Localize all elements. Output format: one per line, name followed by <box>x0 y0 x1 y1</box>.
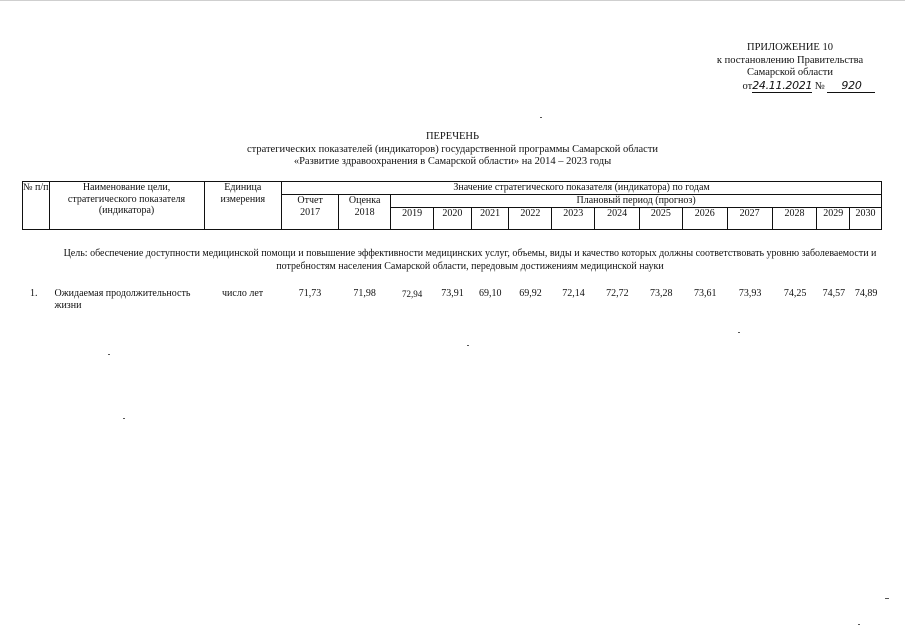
goal-statement: Цель: обеспечение доступности медицинской помощи и повышение эффективности медицинских услуг, объемы, виды и качество которых должны соответствовать уровню заболеваемости и потребностям населения Самарской области, передовым достижениям медицинской науки <box>63 248 877 272</box>
scan-speck <box>540 117 542 118</box>
row-value: 74,25 <box>783 288 807 299</box>
row-value: 74,57 <box>822 288 846 299</box>
header-year: 2023 <box>552 207 595 229</box>
row-value: 71,98 <box>353 288 376 299</box>
number-prefix: № <box>814 80 825 92</box>
header-report-year: 2017 <box>282 207 339 229</box>
scan-speck <box>885 598 889 599</box>
header-year: 2021 <box>471 207 509 229</box>
header-unit: Единица измерения <box>204 182 282 230</box>
page-top-edge <box>0 0 905 1</box>
header-year: 2030 <box>850 207 882 229</box>
header-year: 2028 <box>772 207 817 229</box>
appendix-date-line <box>690 80 890 94</box>
row-value: 72,94 <box>401 289 423 299</box>
header-year: 2029 <box>817 207 850 229</box>
header-year: 2019 <box>391 207 434 229</box>
scan-speck <box>123 418 125 419</box>
header-num: № п/п <box>23 182 50 230</box>
header-estimate-year: 2018 <box>339 207 391 229</box>
row-value: 73,28 <box>650 288 673 299</box>
header-report-label: Отчет <box>282 195 339 208</box>
header-year: 2025 <box>640 207 683 229</box>
header-values: Значение стратегического показателя (индикатора) по годам <box>282 182 882 195</box>
document-header <box>0 131 905 169</box>
header-estimate-label: Оценка <box>339 195 391 208</box>
row-value: 72,14 <box>562 288 585 299</box>
header-year: 2026 <box>682 207 727 229</box>
appendix-title: ПРИЛОЖЕНИЕ 10 <box>747 42 833 53</box>
row-num: 1. <box>30 288 38 299</box>
number-value: 920 <box>841 78 862 92</box>
header-year: 2022 <box>509 207 552 229</box>
scan-speck <box>467 345 469 346</box>
row-value: 73,93 <box>738 288 762 299</box>
handwritten-number <box>827 80 875 93</box>
date-prefix: от <box>742 80 753 92</box>
scan-speck <box>108 354 110 355</box>
row-value: 73,61 <box>693 288 717 299</box>
row-value: 71,73 <box>298 288 322 299</box>
row-value: 69,92 <box>519 288 542 299</box>
row-value: 74,89 <box>854 288 878 299</box>
row-value: 72,72 <box>606 288 629 299</box>
appendix-block <box>690 42 890 93</box>
scan-speck <box>738 332 740 333</box>
document-subtitle-1: стратегических показателей (индикаторов) государственной программы Самарской области <box>246 143 659 155</box>
header-name: Наименование цели, стратегического показателя (индикатора) <box>49 182 204 230</box>
header-year: 2024 <box>595 207 640 229</box>
row-value: 73,91 <box>441 288 464 299</box>
scan-speck <box>858 624 860 625</box>
appendix-line-3: Самарской области <box>747 67 833 78</box>
header-planned: Плановый период (прогноз) <box>391 195 882 208</box>
document-subtitle-2: «Развитие здравоохранения в Самарской области» на 2014 – 2023 годы <box>293 156 612 167</box>
indicators-table-header <box>22 181 882 230</box>
indicator-rows <box>22 288 882 312</box>
document-title: ПЕРЕЧЕНЬ <box>425 131 480 142</box>
header-year: 2020 <box>434 207 472 229</box>
row-name: Ожидаемая продолжительность жизни <box>54 288 191 311</box>
row-value: 69,10 <box>478 288 502 299</box>
row-unit: число лет <box>222 288 264 299</box>
table-row <box>22 288 882 312</box>
appendix-line-2: к постановлению Правительства <box>716 54 864 66</box>
header-year: 2027 <box>727 207 772 229</box>
handwritten-date: 24.11.2021 <box>752 78 813 92</box>
